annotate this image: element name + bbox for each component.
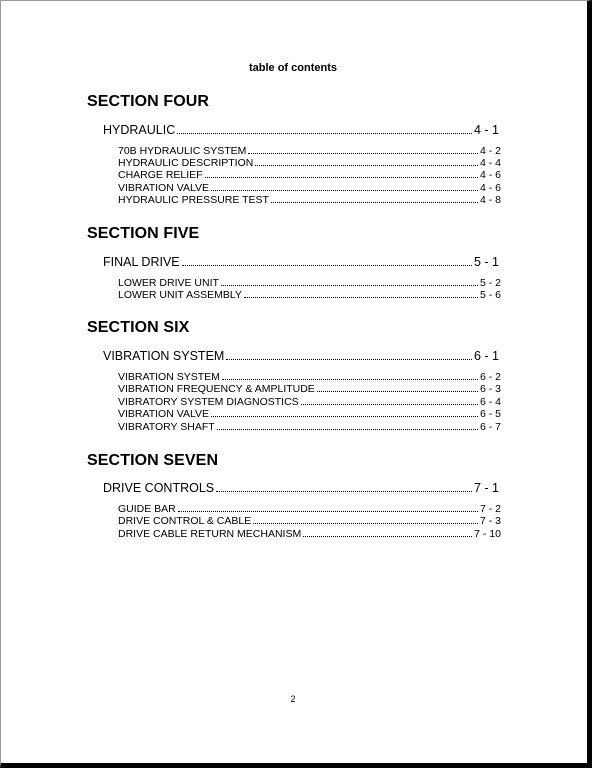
dot-leader <box>255 158 478 166</box>
toc-sub-entry[interactable] <box>118 182 501 194</box>
section-heading: SECTION FIVE <box>87 225 200 242</box>
toc-entry-page: 6 - 2 <box>479 371 501 383</box>
dot-leader <box>217 422 478 430</box>
dot-leader <box>222 372 478 380</box>
dot-leader <box>205 170 478 178</box>
toc-entry-page: 5 - 6 <box>479 289 501 301</box>
toc-entry-page: 4 - 2 <box>479 145 501 157</box>
dot-leader <box>178 504 478 512</box>
toc-entry-label: VIBRATORY SHAFT <box>118 421 215 433</box>
toc-entry-label: DRIVE CONTROLS <box>103 481 215 495</box>
toc-sub-entry[interactable] <box>118 194 501 206</box>
toc-entry-label: VIBRATION SYSTEM <box>118 371 220 383</box>
toc-entry-label: HYDRAULIC <box>103 123 176 137</box>
dot-leader <box>303 529 472 537</box>
toc-main-entry[interactable] <box>103 255 499 269</box>
page-number: 2 <box>290 694 296 704</box>
toc-main-entry[interactable] <box>103 481 499 495</box>
dot-leader <box>248 146 478 154</box>
toc-entry-label: HYDRAULIC DESCRIPTION <box>118 157 254 169</box>
document-title: table of contents <box>248 62 337 74</box>
dot-leader <box>301 397 478 405</box>
toc-entry-label: LOWER UNIT ASSEMBLY <box>118 289 242 301</box>
toc-sub-entry[interactable] <box>118 277 501 289</box>
toc-sub-entry[interactable] <box>118 421 501 433</box>
toc-entry-label: HYDRAULIC PRESSURE TEST <box>118 194 269 206</box>
toc-sub-entry[interactable] <box>118 503 501 515</box>
toc-entry-page: 7 - 2 <box>479 503 501 515</box>
toc-sub-entry[interactable] <box>118 145 501 157</box>
toc-entry-label: FINAL DRIVE <box>103 255 180 269</box>
dot-leader <box>253 516 478 524</box>
toc-sub-entry[interactable] <box>118 383 501 395</box>
dot-leader <box>317 384 478 392</box>
dot-leader <box>182 256 472 266</box>
dot-leader <box>221 278 478 286</box>
dot-leader <box>244 290 478 298</box>
toc-entry-label: VIBRATORY SYSTEM DIAGNOSTICS <box>118 396 299 408</box>
toc-entry-page: 4 - 4 <box>479 157 501 169</box>
toc-entry-page: 5 - 1 <box>473 255 499 269</box>
toc-entry-label: VIBRATION FREQUENCY & AMPLITUDE <box>118 383 315 395</box>
toc-sub-entry[interactable] <box>118 396 501 408</box>
toc-sub-entry[interactable] <box>118 371 501 383</box>
toc-entry-page: 4 - 6 <box>479 182 501 194</box>
toc-entry-page: 6 - 3 <box>479 383 501 395</box>
toc-entry-label: DRIVE CABLE RETURN MECHANISM <box>118 528 302 540</box>
toc-entry-label: DRIVE CONTROL & CABLE <box>118 515 252 527</box>
toc-entry-page: 4 - 8 <box>479 194 501 206</box>
toc-entry-label: 70B HYDRAULIC SYSTEM <box>118 145 247 157</box>
toc-entry-page: 6 - 1 <box>473 349 499 363</box>
toc-sub-entry[interactable] <box>118 169 501 181</box>
toc-entry-label: VIBRATION VALVE <box>118 182 210 194</box>
toc-sub-entry[interactable] <box>118 528 501 540</box>
toc-entry-label: LOWER DRIVE UNIT <box>118 277 219 289</box>
dot-leader <box>211 183 478 191</box>
toc-entry-page: 7 - 1 <box>473 481 499 495</box>
toc-entry-page: 4 - 1 <box>473 123 499 137</box>
toc-entry-page: 7 - 10 <box>474 528 501 540</box>
dot-leader <box>177 124 472 134</box>
dot-leader <box>271 195 478 203</box>
section-heading: SECTION FOUR <box>87 93 210 110</box>
dot-leader <box>211 409 478 417</box>
dot-leader <box>226 350 472 360</box>
toc-entry-label: CHARGE RELIEF <box>118 169 203 181</box>
toc-entry-label: GUIDE BAR <box>118 503 176 515</box>
section-heading: SECTION SIX <box>87 319 190 336</box>
toc-sub-entry[interactable] <box>118 515 501 527</box>
toc-entry-page: 6 - 4 <box>479 396 501 408</box>
toc-sub-entry[interactable] <box>118 157 501 169</box>
toc-main-entry[interactable] <box>103 123 499 137</box>
toc-entry-page: 5 - 2 <box>479 277 501 289</box>
toc-entry-page: 4 - 6 <box>479 169 501 181</box>
toc-entry-label: VIBRATION SYSTEM <box>103 349 225 363</box>
toc-entry-page: 7 - 3 <box>479 515 501 527</box>
toc-entry-page: 6 - 7 <box>479 421 501 433</box>
toc-entry-label: VIBRATION VALVE <box>118 408 210 420</box>
toc-sub-entry[interactable] <box>118 408 501 420</box>
toc-entry-page: 6 - 5 <box>479 408 501 420</box>
section-heading: SECTION SEVEN <box>87 452 219 469</box>
toc-sub-entry[interactable] <box>118 289 501 301</box>
toc-main-entry[interactable] <box>103 349 499 363</box>
dot-leader <box>216 482 472 492</box>
